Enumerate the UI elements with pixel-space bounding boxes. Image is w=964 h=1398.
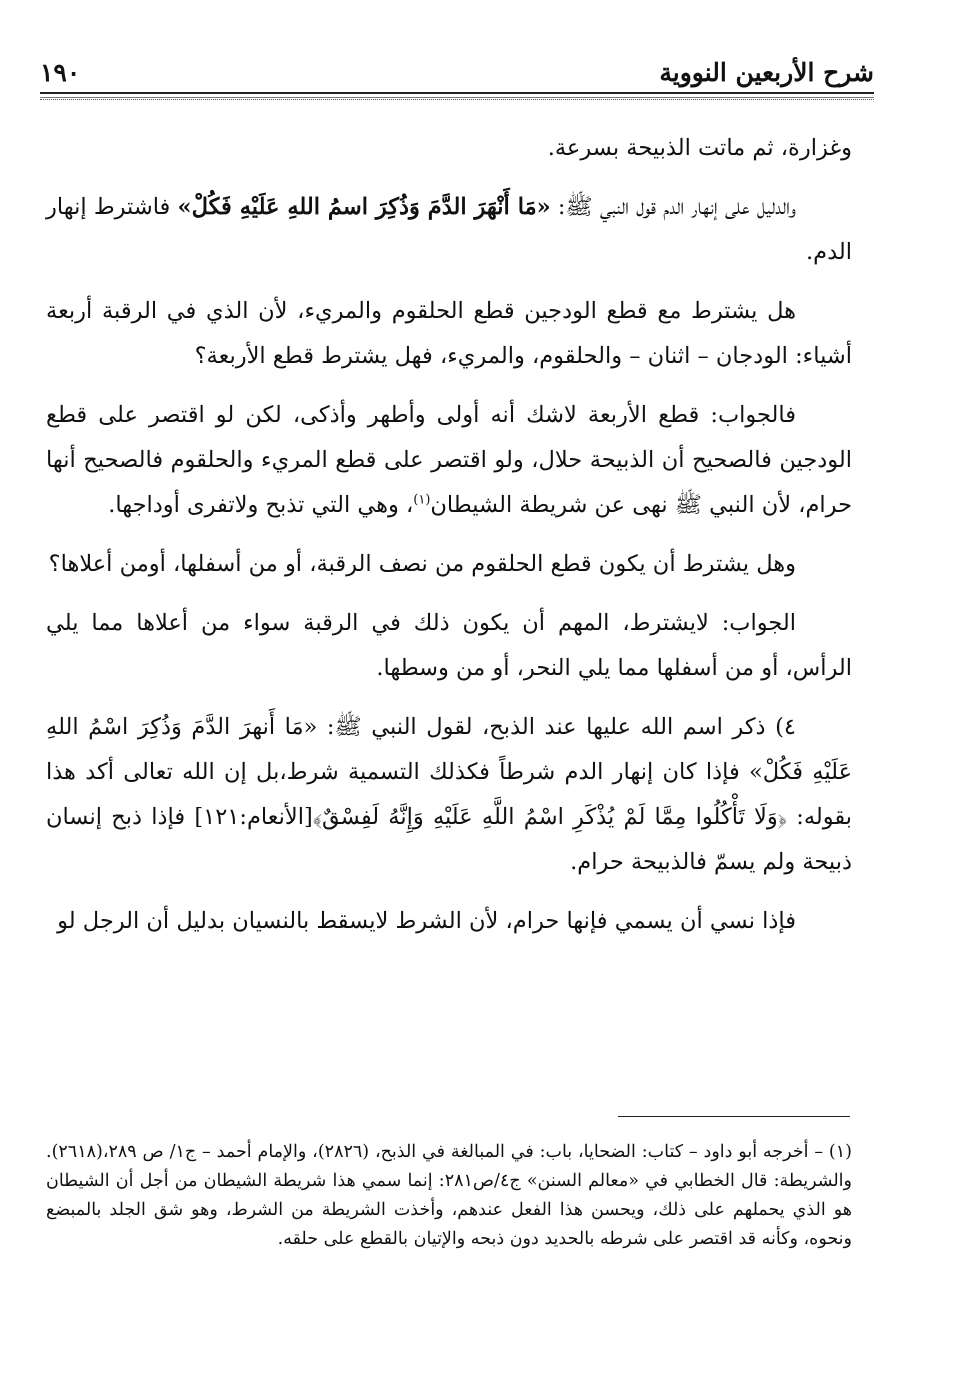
header-title: شرح الأربعين النووية <box>659 57 874 87</box>
paragraph-4-tail: ، وهي التي تذبح ولاتفرى أوداجها. <box>108 492 414 518</box>
paragraph-2-suffix: فاشترط إنهار الدم. <box>46 194 852 265</box>
paragraph-4 <box>46 393 852 528</box>
footnote-1: (١) – أخرجه أبو داود – كتاب: الضحايا، باب: في المبالغة في الذبح، (٢٨٢٦)، والإمام أحمد – ج١/ ص ٢٨٩،(٢٦١٨). والشريطة: قال الخطابي في «معالم السنن» ج٤/ص٢٨١: إنما سمي هذا شريطة الشيطان من أجل أن الشيطان هو الذي يحملهم على ذلك، ويحسن هذا الفعل عندهم، وأخذت الشريطة من الشرط، وهو شق الجلد بالمبضع ونحوه، وكأنه قد اقتصر على شرطه بالحديد دون ذبحه والإتيان بالقطع على حلقه. <box>46 1142 852 1249</box>
header-rule <box>40 92 874 98</box>
header-rule-dotted <box>40 99 874 100</box>
running-header <box>40 52 874 92</box>
paragraph-4-main: فالجواب: قطع الأربعة لاشك أنه أولى وأطهر وأذكى، لكن لو اقتصر على قطع الودجين فالصحيح أن الذبيحة حلال، ولو اقتصر على قطع المريء والحلقوم فالصحيح أنها حرام، لأن النبي ﷺ نهى عن شريطة الشيطان <box>46 402 852 518</box>
main-text <box>46 126 852 958</box>
hadith-quote: «مَا أَنْهَرَ الدَّمَ وَذُكِرَ اسمُ اللهِ عَلَيْهِ فَكُلْ» <box>177 194 551 220</box>
page-number: ١٩٠ <box>40 57 81 87</box>
paragraph-6: الجواب: لايشترط، المهم أن يكون ذلك في الرقبة سواء من أعلاها مما يلي الرأس، أو من أسفلها مما يلي النحر، أو من وسطها. <box>46 610 852 681</box>
paragraph-3: هل يشترط مع قطع الودجين قطع الحلقوم والمريء، لأن الذي في الرقبة أربعة أشياء: الودجان – اثنان – والحلقوم، والمريء، فهل يشترط قطع الأربعة؟ <box>46 298 852 369</box>
paragraph-1: وغزارة، ثم ماتت الذبيحة بسرعة. <box>547 135 852 161</box>
paragraph-7: ٤) ذكر اسم الله عليها عند الذبح، لقول النبي ﷺ: «مَا أَنهرَ الدَّمَ وَذُكِرَ اسْمُ اللهِ عَلَيْهِ فَكُلْ» فإذا كان إنهار الدم شرطاً فكذلك التسمية شرط،بل إن الله تعالى أكد هذا بقوله: ﴿وَلَا تَأْكُلُوا مِمَّا لَمْ يُذْكَرِ اسْمُ اللَّهِ عَلَيْهِ وَإِنَّهُ لَفِسْقٌ﴾[الأنعام:١٢١] فإذا ذبح إنسان ذبيحة ولم يسمّ فالذبيحة حرام. <box>46 714 853 875</box>
paragraph-2 <box>46 185 852 275</box>
footnote-ref[interactable]: (١) <box>413 492 431 508</box>
footnotes <box>46 1138 852 1254</box>
paragraph-8: فإذا نسي أن يسمي فإنها حرام، لأن الشرط لايسقط بالنسيان بدليل أن الرجل لو <box>57 908 796 934</box>
paragraph-5: وهل يشترط أن يكون قطع الحلقوم من نصف الرقبة، أو من أسفلها، أومن أعلاها؟ <box>48 551 796 577</box>
paragraph-2-prefix: والدليل على إنهار الدم قول النبي ﷺ: <box>550 194 796 220</box>
footnote-separator <box>618 1116 850 1117</box>
